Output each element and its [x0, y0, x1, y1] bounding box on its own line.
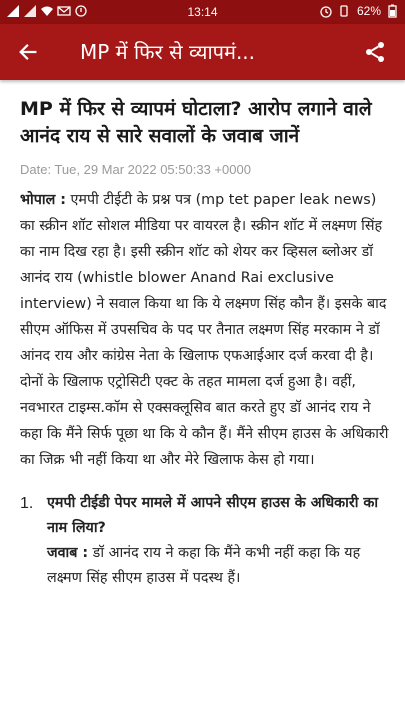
article-body-text: एमपी टीईटी के प्रश्न पत्र (mp tet paper leak news) का स्क्रीन शॉट सोशल मीडिया पर वायरल है। स्क्रीन शॉट में लक्ष्मण सिंह का नाम दिख रहा है। इसी स्क्रीन शॉट को शेयर कर व्हिसल ब्लोअर डॉ आनंद राय (whistle blower Anand Rai exclusive interview) ने सवाल किया था कि ये लक्ष्मण सिंह कौन हैं। इसके बाद सीएम ऑफिस में उपसचिव के पद पर तैनात लक्ष्मण सिंह मरकाम ने डॉ आंनद राय और कांग्रेस नेता के खिलाफ एफआईआर दर्ज करवा दी है। दोनों के खिलाफ एट्रोसिटी एक्ट के तहत मामला दर्ज हुआ है। वहीं, नवभारत टाइम्स.कॉम से एक्सक्लूसिव बात करते हुए डॉ आनंद राय ने कहा कि मैंने सिर्फ पूछा था कि ये कौन हैं। मैंने सीएम हाउस के अधिकारी का जिक्र भी नहीं किया था और मेरे खिलाफ केस हो गया।: [20, 192, 389, 468]
article: [20, 96, 392, 591]
qa-answer: [47, 541, 392, 591]
battery-icon: [385, 4, 399, 18]
status-right-icons: [319, 4, 399, 18]
qa-answer-text: डॉ आनंद राय ने कहा कि मैंने कभी नहीं कहा कि यह लक्ष्मण सिंह सीएम हाउस में पदस्थ हैं।: [47, 545, 361, 586]
article-date: Date: Tue, 29 Mar 2022 05:50:33 +0000: [20, 162, 251, 177]
arrow-left-icon: [17, 41, 39, 63]
battery-percentage: 62%: [356, 4, 381, 18]
qa-answer-label: जवाब :: [47, 545, 89, 561]
share-button[interactable]: [363, 40, 387, 64]
qa-number: 1.: [20, 495, 34, 512]
qa-question: एमपी टीईडी पेपर मामले में आपने सीएम हाउस के अधिकारी का नाम लिया?: [47, 495, 379, 536]
vibrate-icon: [337, 4, 351, 18]
status-time: 13:14: [187, 5, 218, 19]
back-button[interactable]: [14, 38, 42, 66]
share-icon: [363, 40, 387, 64]
status-bar: [0, 0, 405, 24]
alarm-icon: [319, 4, 333, 18]
article-body: [20, 187, 392, 473]
article-location: भोपाल :: [20, 192, 66, 208]
qa-list: [20, 491, 392, 591]
app-bar: [0, 24, 405, 80]
article-headline: MP में फिर से व्यापमं घोटाला? आरोप लगाने वाले आनंद राय से सारे सवालों के जवाब जानें: [20, 98, 372, 147]
list-item: [20, 491, 392, 591]
app-bar-title: MP में फिर से व्यापमं...: [80, 40, 256, 64]
